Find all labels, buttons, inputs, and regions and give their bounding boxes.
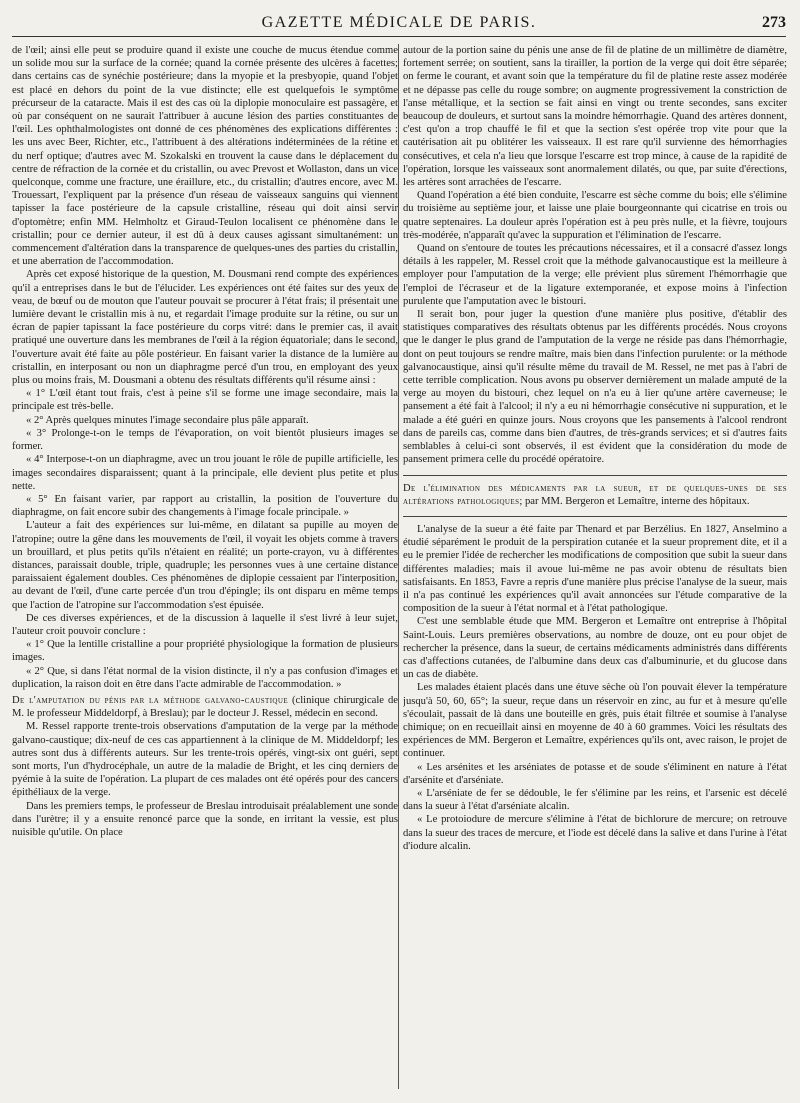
section-title: De l'élimination des médicaments par la sueur, et de quelques-unes de ses altérations pathologiques bbox=[403, 482, 787, 507]
paragraph: Après cet exposé historique de la question, M. Dousmani rend compte des expériences qu'il a entreprises dans le but de l'élucider. Les expériences ont été faites sur des yeux de veau, de bœuf ou de mouton que l'auteur pouvait se procurer à l'état frais; il présentait une lumière devant le cristallin mis à nu, et regardait l'image produite sur la rétine, ou sur un écran de papier tapissant la face postérieure du corps vitré: dans le premier cas, il avait pratiqué une ouverture dans les membranes de l'œil à la région équatoriale; dans le second, l'ouverture avait été faite au pôle postérieur. En faisant varier la distance de la lumière au cristallin, en interposant ou non un diaphragme percé d'un trou, en employant des yeux plus ou moins frais, M. Dousmani a obtenu des résultats différents qu'il résume ainsi : bbox=[12, 269, 398, 387]
section-byline: ; par MM. Bergeron et Lemaître, interne des hôpitaux. bbox=[519, 495, 750, 507]
left-column bbox=[12, 44, 398, 1096]
section-heading bbox=[403, 482, 787, 508]
paragraph: De ces diverses expériences, et de la discussion à laquelle il s'est livré à leur sujet, l'auteur croit pouvoir conclure : bbox=[12, 612, 398, 637]
paragraph: autour de la portion saine du pénis une anse de fil de platine de un millimètre de diamètre, fortement serrée; on soutient, sans la tirailler, la portion de la verge qui doit être séparée; on ferme le courant, et avant soin que la température du fil de platine reste assez modérée et ne dépasse pas celle du rouge sombre; on augmente progressivement la constriction de l'anse métallique, et la section se fait ainsi en vingt ou trente secondes, sans exciter beaucoup de douleurs, et surtout sans la moindre hémorrhagie. Quand des artères donnent, c'est qu'on a trop chauffé le fil et que la section s'est opérée trop vite pour que la cautérisation ait pu oblitérer les vaisseaux. Il est rare qu'il survienne des hémorrhagies consécutives, et cela n'a lieu que lorsque l'escarre est trop mince, à cause de la rapidité de l'opération, lorsque les vaisseaux sont anormalement dilatés, ou que, par suite d'érections, les artères sont arrachées de l'escarre. bbox=[403, 45, 787, 189]
paragraph: L'auteur a fait des expériences sur lui-même, en dilatant sa pupille au moyen de l'atropine; outre la gêne dans les mouvements de l'œil, il voyait les objets comme à travers un brouillard, et plus petits qu'ils n'étaient en réalité; un porte-crayon, vu à différentes distances, paraissait double, triple, quadruple; les personnes vues à une certaine distance paraissaient également doubles. Ces phénomènes de diplopie cessaient par l'interposition, au devant de l'œil, d'une carte percée d'un trou d'épingle; ils ont disparu en même temps que l'action de l'atropine sur l'accommodation s'est épuisée. bbox=[12, 520, 398, 611]
paragraph: Dans les premiers temps, le professeur de Breslau introduisait préalablement une sonde dans l'urètre; il y a ensuite renoncé parce que la sonde, en irritant la vessie, est plus nuisible qu'utile. On place bbox=[12, 800, 398, 838]
right-column bbox=[403, 44, 787, 1096]
page-number: 273 bbox=[762, 14, 786, 31]
quote-item: « L'arséniate de fer se dédouble, le fer s'élimine par les reins, et l'arsenic est décelé dans la sueur à l'état d'arséniate alcalin. bbox=[403, 787, 787, 813]
page-header bbox=[12, 6, 786, 37]
column-divider bbox=[398, 44, 399, 1089]
paragraph: de l'œil; ainsi elle peut se produire quand il existe une couche de mucus étendue comme un solide mou sur la surface de la cornée; quand la cornée présente des ulcères à facettes; dans certains cas de synéchie postérieure; dans la myopie et la presbyopie, quand l'objet est placé en dehors du point de la vue distincte; elle est quelquefois le symptôme précurseur de la cataracte. Mais il est des cas où la diplopie monoculaire est passagère, et où par conséquent on ne saurait l'attribuer à aucune lésion des parties constituantes de l'œil. Les ophthalmologistes ont donné de ces phénomènes des explications différentes : les uns avec Beer, Richter, etc., l'attribuent à des altérations indéterminées de la rétine et du nerf optique; d'autres avec M. Szokalski en trouvent la cause dans le déplacement du centre de réfraction de la cornée et du cristallin, ou avec Prevost et Wollaston, dans un vice quelconque, comme une fracture, une éraillure, etc., du cristallin; d'autres encore, avec M. Trouessart, l'expliquent par la présence d'un réseau de vaisseaux sanguins qui viennent tapisser la face postérieure de la capsule cristalline, réseau qui doit ainsi servir d'optomètre; enfin MM. Helmholtz et Giraud-Teulon localisent ce phénomène dans le cristallin; pour ce dernier auteur, il est dû à deux causes agissant simultanément: un commencement d'altération dans la transparence de quelques-unes des parties du cristallin, et une aberration de l'accommodation. bbox=[12, 45, 398, 268]
quote-item: « Le protoiodure de mercure s'élimine à l'état de bichlorure de mercure; on retrouve dans la sueur des traces de mercure, et l'iode est décelé dans la salive et dans l'urine à l'état d'iodure alcalin. bbox=[403, 814, 787, 852]
paragraph: M. Ressel rapporte trente-trois observations d'amputation de la verge par la méthode galvano-caustique; dix-neuf de ces cas appartiennent à la clinique de M. Middeldorpf; les autres sont dus à différents auteurs. Sur les trente-trois opérés, vingt-six ont guéri, sept sont morts, l'un d'hydrocéphale, un autre de la maladie de Bright, et les cinq derniers de pyémie à la suite de l'opération. La plupart de ces malades ont été opérés pour des cancers épithéliaux de la verge. bbox=[12, 721, 398, 799]
section-separator bbox=[403, 516, 787, 517]
paragraph: C'est une semblable étude que MM. Bergeron et Lemaître ont entreprise à l'hôpital Saint-Louis. Leurs premières observations, au nombre de douze, ont eu pour objet de rechercher la présence, dans la sueur, de certains médicaments administrés dans différents cas d'affections cutanées, de l'albumine dans deux cas d'albuminurie, et du glucose dans un cas de diabète. bbox=[403, 616, 787, 681]
section-byline: (clinique chirurgicale de M. le professeur Middeldorpf, à Breslau); par le docteur J. Ressel, médecin en second. bbox=[12, 694, 398, 720]
paragraph: Quand l'opération a été bien conduite, l'escarre est sèche comme du bois; elle s'élimine du troisième au septième jour, et laisse une plaie bourgeonnante qui cicatrise en trois ou quatre septenaires. La douleur après l'opération est à peu près nulle, et la fièvre, toujours très-modérée, n'apparaît qu'avec la suppuration et l'élimination de l'escarre. bbox=[403, 190, 787, 241]
section-heading bbox=[12, 694, 398, 720]
section-title: De l'amputation du pénis par la méthode galvano-caustique bbox=[12, 694, 289, 706]
paragraph: L'analyse de la sueur a été faite par Thenard et par Berzélius. En 1827, Anselmino a étudié séparément le produit de la perspiration cutanée et la sueur proprement dite, et il a eu le premier l'idée de rechercher les modifications de composition que subit la sueur dans différentes maladies; mais il avoue lui-même ne pas avoir obtenu de résultats bien satisfaisants. En 1853, Favre a repris d'une manière plus précise l'analyse de la sueur, mais il n'a pas continué les expériences qu'il avait annoncées sur l'étude comparative de la composition de la sueur à l'état normal et à l'état pathologique. bbox=[403, 523, 787, 615]
section-separator bbox=[403, 475, 787, 476]
quote-item: « 3° Prolonge-t-on le temps de l'évaporation, on voit bientôt plusieurs images se former. bbox=[12, 427, 398, 453]
quote-item: « 4° Interpose-t-on un diaphragme, avec un trou jouant le rôle de pupille artificielle, les images secondaires disparaissent; quant à la principale, elle devient plus petite et plus nette. bbox=[12, 454, 398, 492]
quote-item: « Les arsénites et les arséniates de potasse et de soude s'éliminent en nature à l'état d'arsénite et d'arséniate. bbox=[403, 761, 787, 786]
running-title: GAZETTE MÉDICALE DE PARIS. bbox=[261, 14, 537, 31]
quote-item: « 1° L'œil étant tout frais, c'est à peine s'il se forme une image secondaire, mais la principale est très-belle. bbox=[12, 388, 398, 413]
quote-item: « 5° En faisant varier, par rapport au cristallin, la position de l'ouverture du diaphragme, on fait encore subir des changements à l'image focale principale. » bbox=[12, 493, 398, 519]
quote-item: « 1° Que la lentille cristalline a pour propriété physiologique la formation de plusieurs images. bbox=[12, 639, 398, 664]
quote-item: « 2° Après quelques minutes l'image secondaire plus pâle apparaît. bbox=[26, 414, 309, 426]
paragraph: Il serait bon, pour juger la question d'une manière plus positive, d'établir des statistiques comparatives des résultats obtenus par les différents procédés. Nous croyons que le danger le plus grand de l'amputation de la verge ne réside pas dans l'hémorrhagie, dont on peut toujours se rendre maître, mais bien dans l'infection purulente: or la méthode galvanocaustique, ainsi qu'il résulte même du travail de M. Ressel, ne met pas à l'abri de cette terrible complication. Nous avons pu observer dernièrement un malade amputé de la verge au moyen du bistouri, chez lequel on n'a eu à lier qu'une artère caverneuse; le pansement a été fait à l'alcool; il n'y a eu ni hémorrhagie consécutive ni suppuration, et le malade a été guéri en quinze jours. Nous croyons que les pansements à l'alcool rendront dans de pareils cas, comme dans bien d'autres, de très-grands services; et si d'autres faits semblables à celui-ci sont observés, il est évident que la considération du mode de pansement primera celle du procédé opératoire. bbox=[403, 309, 787, 466]
quote-item: « 2° Que, si dans l'état normal de la vision distincte, il n'y a pas confusion d'images et duplication, la raison doit en être dans l'acte admirable de l'accommodation. » bbox=[12, 665, 398, 690]
paragraph: Les malades étaient placés dans une étuve sèche où l'on pouvait élever la température jusqu'à 50, 60, 65°; la sueur, reçue dans un réservoir en zinc, au fur et à mesure qu'elle s'écoulait, passait de là dans une bouteille en grès, puis était filtrée et soumise à l'analyse chimique; on en recueillait ainsi en moyenne de 40 à 60 grammes. Voici les résultats des expériences de MM. Bergeron et Lemaître, expériences qu'ils ont, avec raison, le projet de continuer. bbox=[403, 682, 787, 760]
paragraph: Quand on s'entoure de toutes les précautions nécessaires, et il a consacré d'assez longs détails à les rappeler, M. Ressel croit que la méthode galvanocaustique est la meilleure à employer pour l'amputation de la verge; elle prévient plus sûrement l'hémorrhagie que l'emploi de l'écraseur et de la ligature extemporanée, et expose moins à l'infection purulente que l'amputation avec le bistouri. bbox=[403, 243, 787, 307]
